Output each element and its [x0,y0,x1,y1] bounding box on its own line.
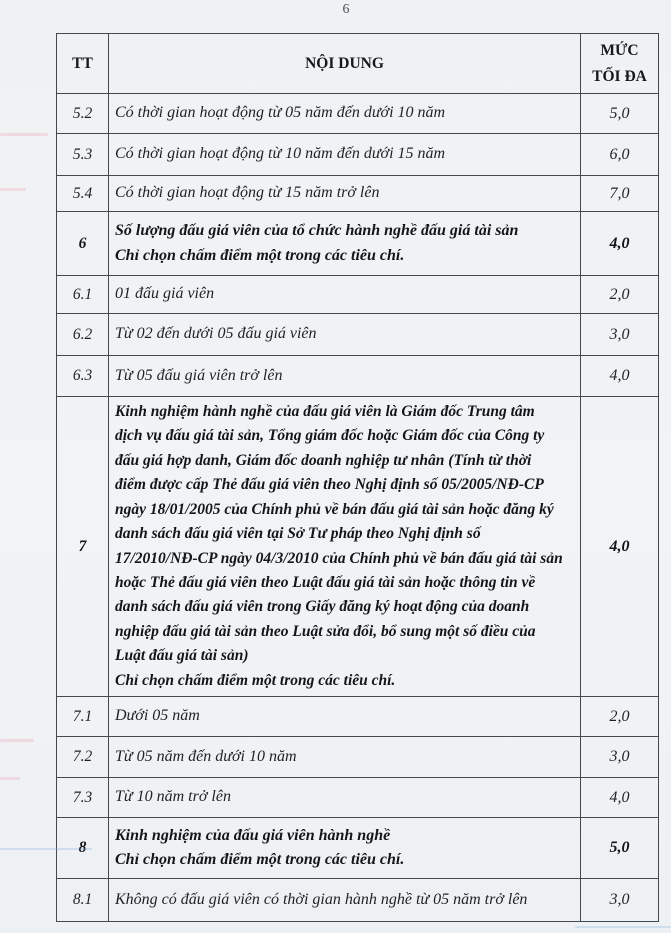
row-content [109,356,581,397]
content-line: Có thời gian hoạt động từ 15 năm trở lên [115,184,380,202]
table-row-6 [57,212,659,276]
content-line: hoặc Thẻ đấu giá viên theo Luật đấu giá tài sản hoặc thông tin về [115,573,536,591]
row-content [109,697,581,737]
header-score: MỨC TỐI ĐA [581,34,659,94]
content-line: Có thời gian hoạt động từ 05 năm đến dưới 10 năm [115,104,446,122]
row-number: 6.2 [57,314,109,356]
row-content [109,818,581,879]
row-max-score: 3,0 [581,314,659,356]
row-max-score: 4,0 [581,397,659,697]
row-max-score: 5,0 [581,94,659,134]
row-max-score: 2,0 [581,697,659,737]
row-number: 5.3 [57,134,109,176]
content-line: Từ 10 năm trở lên [115,788,231,806]
table-header-row [57,34,659,94]
content-line: Chỉ chọn chấm điểm một trong các tiêu chí. [115,671,396,689]
content-line: điểm được cấp Thẻ đấu giá viên theo Nghị định số 05/2005/NĐ-CP [115,476,544,494]
scan-artifact [0,133,48,136]
row-number: 6 [57,212,109,276]
table-row-6.3 [57,356,659,397]
row-content [109,879,581,922]
table-row-6.2 [57,314,659,356]
row-max-score: 6,0 [581,134,659,176]
row-content [109,94,581,134]
row-max-score: 5,0 [581,818,659,879]
row-number: 7.3 [57,778,109,818]
row-max-score: 3,0 [581,879,659,922]
row-content [109,276,581,314]
header-tt: TT [57,34,109,94]
content-line: đấu giá hợp danh, Giám đốc doanh nghiệp tư nhân (Tính từ thời [115,451,532,469]
scan-artifact [575,926,671,928]
table-row-6.1 [57,276,659,314]
row-max-score: 4,0 [581,212,659,276]
table-row-7.2 [57,737,659,778]
row-content [109,778,581,818]
content-line: Chỉ chọn chấm điểm một trong các tiêu chí. [115,246,405,264]
content-line: 17/2010/NĐ-CP ngày 04/3/2010 của Chính phủ về bán đấu giá tài sản [115,549,563,567]
row-max-score: 4,0 [581,356,659,397]
table-row-8 [57,818,659,879]
table-row-5.3 [57,134,659,176]
table-row-7.3 [57,778,659,818]
content-line: Chỉ chọn chấm điểm một trong các tiêu chí. [115,851,405,868]
row-number: 8.1 [57,879,109,922]
content-line: ngày 18/01/2005 của Chính phủ về bán đấu giá tài sản hoặc đăng ký [115,500,554,518]
content-line: danh sách đấu giá viên tại Sở Tư pháp theo Nghị định số [115,525,481,543]
header-content: NỘI DUNG [109,34,581,94]
table-row-5.4 [57,176,659,212]
content-line: Có thời gian hoạt động từ 10 năm đến dưới 15 năm [115,145,446,163]
table-row-5.2 [57,94,659,134]
scan-artifact [0,188,26,191]
content-line: Kinh nghiệm hành nghề của đấu giá viên là Giám đốc Trung tâm [115,403,535,421]
row-number: 5.2 [57,94,109,134]
content-line: danh sách đấu giá viên trong Giấy đăng ký hoạt động của doanh [115,598,530,616]
row-content [109,176,581,212]
row-content [109,314,581,356]
content-line: Từ 02 đến dưới 05 đấu giá viên [115,325,317,343]
scoring-table [56,33,659,922]
content-line: dịch vụ đấu giá tài sản, Tổng giám đốc hoặc Giám đốc của Công ty [115,427,545,445]
row-number: 6.3 [57,356,109,397]
content-line: 01 đấu giá viên [115,285,215,303]
table-row-8.1 [57,879,659,922]
row-number: 7 [57,397,109,697]
row-number: 7.2 [57,737,109,778]
row-number: 6.1 [57,276,109,314]
row-number: 7.1 [57,697,109,737]
content-line: Kinh nghiệm của đấu giá viên hành nghề [115,826,391,844]
content-line: Không có đấu giá viên có thời gian hành nghề từ 05 năm trở lên [115,890,528,908]
scan-artifact [0,739,34,742]
row-max-score: 7,0 [581,176,659,212]
row-max-score: 4,0 [581,778,659,818]
row-content [109,212,581,276]
row-content [109,397,581,697]
scan-artifact [0,777,20,780]
row-content [109,737,581,778]
table-row-7 [57,397,659,697]
row-content [109,134,581,176]
content-line: Số lượng đấu giá viên của tổ chức hành nghề đấu giá tài sản [115,222,519,240]
table-row-7.1 [57,697,659,737]
content-line: Luật đấu giá tài sản) [115,647,249,665]
content-line: nghiệp đấu giá tài sản theo Luật sửa đổi, bổ sung một số điều của [115,622,536,640]
content-line: Từ 05 đấu giá viên trở lên [115,366,283,384]
page-number: 6 [342,2,350,17]
row-number: 5.4 [57,176,109,212]
row-max-score: 3,0 [581,737,659,778]
row-max-score: 2,0 [581,276,659,314]
content-line: Từ 05 năm đến dưới 10 năm [115,747,297,765]
content-line: Dưới 05 năm [115,707,200,725]
row-number: 8 [57,818,109,879]
